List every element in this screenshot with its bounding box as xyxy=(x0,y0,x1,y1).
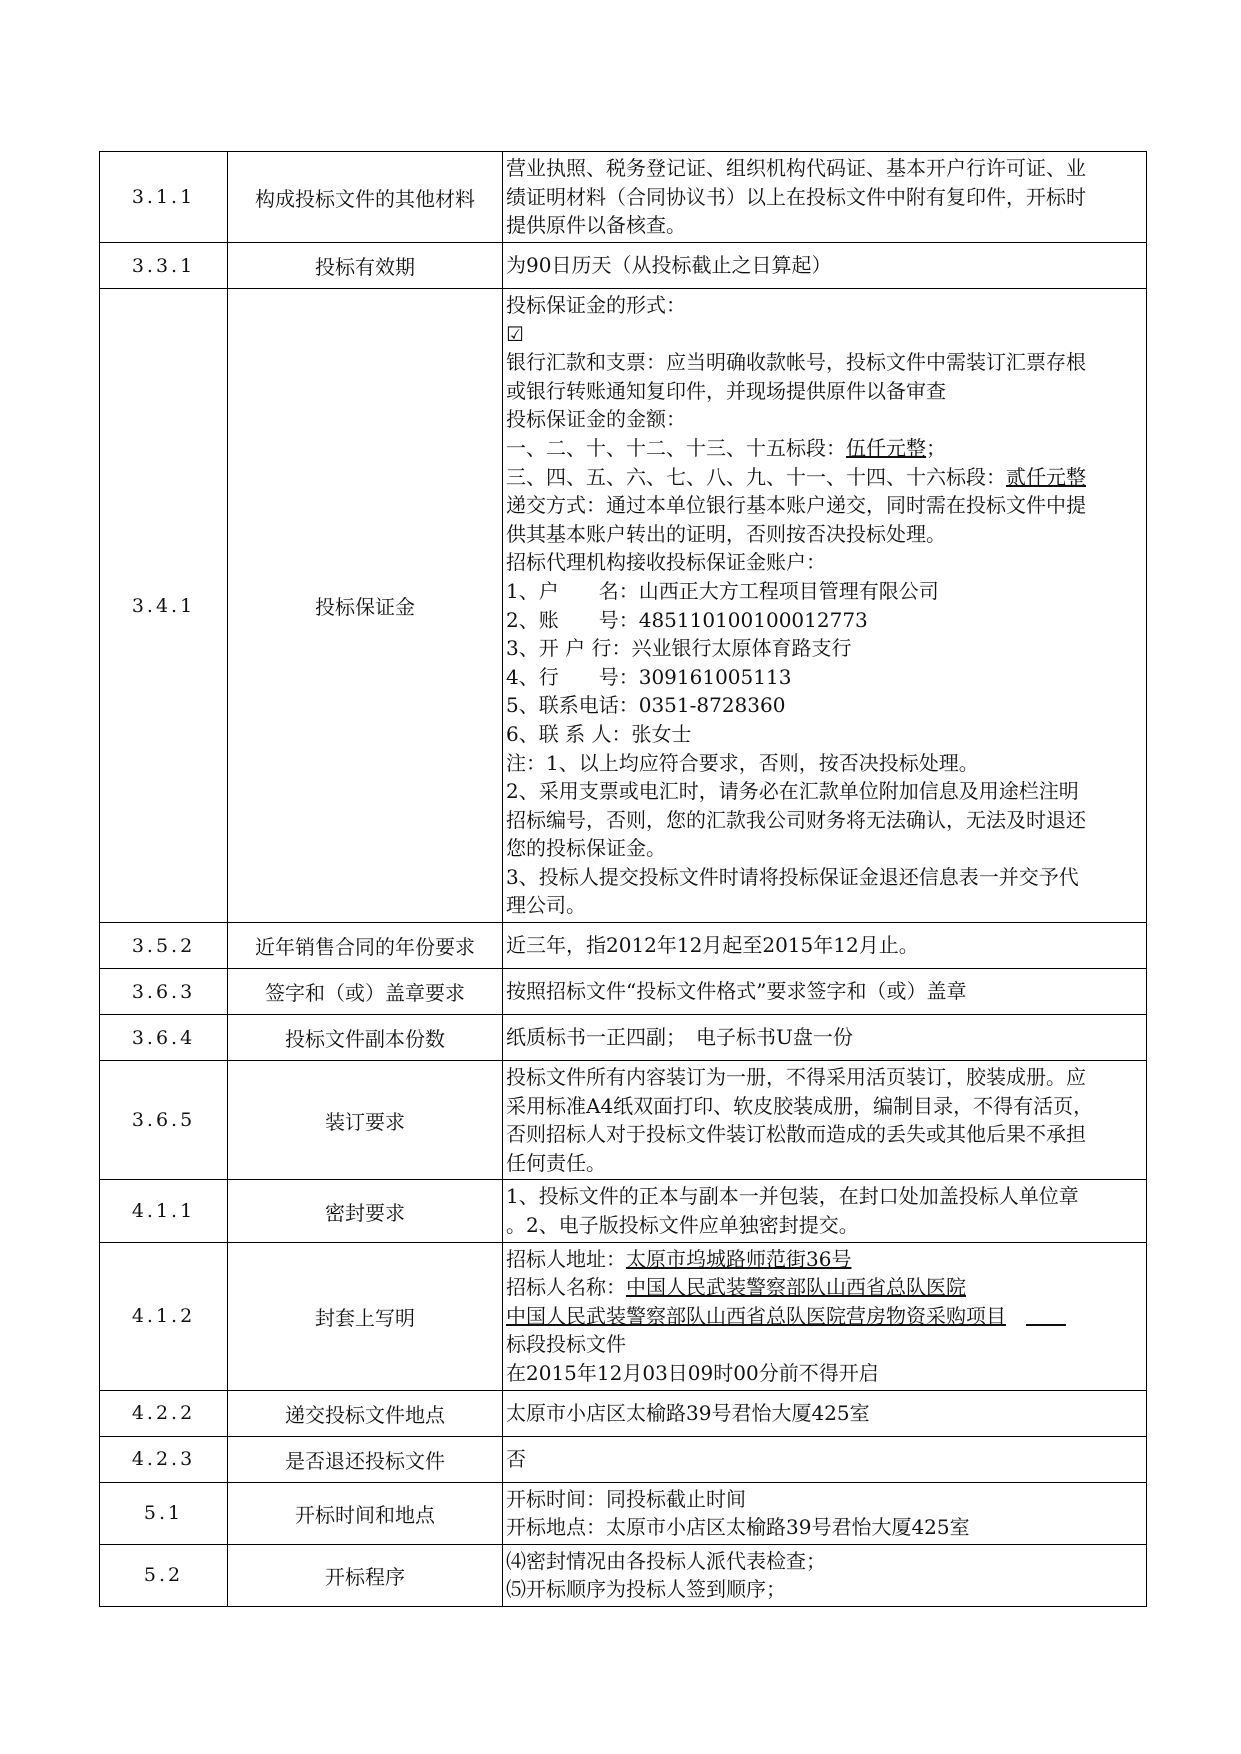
clause-item: 投标有效期 xyxy=(228,243,503,289)
content-text: 近三年，指2012年12月起至2015年12月止。 xyxy=(506,933,919,958)
content-text: 投标保证金的形式： xyxy=(506,293,686,317)
content-line xyxy=(506,1211,1140,1240)
clause-number: 3.1.1 xyxy=(100,152,228,243)
clause-number: 5.2 xyxy=(100,1544,228,1606)
content-line xyxy=(506,377,1140,406)
clause-item: 近年销售合同的年份要求 xyxy=(228,923,503,969)
content-line xyxy=(506,863,1140,892)
content-text: 一、二、十、十二、十三、十五标段： xyxy=(506,435,846,460)
content-line xyxy=(506,1302,1140,1331)
content-line xyxy=(506,291,1140,320)
clause-number: 3.6.3 xyxy=(100,969,228,1015)
content-text: 或银行转账通知复印件，并现场提供原件以备审查 xyxy=(506,378,946,403)
content-text: 纸质标书一正四副； 电子标书U盘一份 xyxy=(506,1025,853,1050)
content-text: 否 xyxy=(506,1446,526,1471)
clause-content xyxy=(503,1436,1147,1482)
table-row xyxy=(100,1482,1147,1544)
content-text: 否则招标人对于投标文件装订松散而造成的丢失或其他后果不承担 xyxy=(506,1122,1086,1147)
clause-content xyxy=(503,1390,1147,1436)
content-line xyxy=(506,1120,1140,1149)
content-line xyxy=(506,720,1140,749)
clause-content xyxy=(503,923,1147,969)
table-row xyxy=(100,152,1147,243)
content-text: 投标保证金的金额： xyxy=(506,407,686,432)
clause-item: 密封要求 xyxy=(228,1180,503,1242)
content-line xyxy=(506,663,1140,692)
clause-content xyxy=(503,1242,1147,1390)
content-line xyxy=(506,977,1140,1006)
underlined-text: 伍仟元整 xyxy=(846,435,926,460)
content-text: ； xyxy=(926,435,946,460)
content-line xyxy=(506,1273,1140,1302)
content-text: 招标代理机构接收投标保证金账户： xyxy=(506,550,826,575)
clause-content xyxy=(503,152,1147,243)
table-row xyxy=(100,1242,1147,1390)
content-line xyxy=(506,154,1140,183)
content-text: 1、投标文件的正本与副本一并包装，在封口处加盖投标人单位章 xyxy=(506,1184,1079,1209)
content-line xyxy=(506,777,1140,806)
clause-content xyxy=(503,969,1147,1015)
clause-item: 是否退还投标文件 xyxy=(228,1436,503,1482)
content-line xyxy=(506,931,1140,960)
table-row xyxy=(100,969,1147,1015)
clause-item: 开标程序 xyxy=(228,1544,503,1606)
content-text: 任何责任。 xyxy=(506,1150,606,1175)
clause-content xyxy=(503,1180,1147,1242)
content-text: 标段投标文件 xyxy=(506,1332,626,1357)
content-line xyxy=(506,891,1140,920)
clause-item: 投标保证金 xyxy=(228,289,503,923)
content-text: 3、开 户 行：兴业银行太原体育路支行 xyxy=(506,636,852,661)
clause-number: 3.4.1 xyxy=(100,289,228,923)
table-row xyxy=(100,1436,1147,1482)
clause-number: 3.5.2 xyxy=(100,923,228,969)
content-text: 6、联 系 人：张女士 xyxy=(506,721,692,746)
clause-number: 3.6.4 xyxy=(100,1015,228,1061)
clause-content xyxy=(503,1061,1147,1180)
clause-number: 3.6.5 xyxy=(100,1061,228,1180)
content-line xyxy=(506,806,1140,835)
table-row xyxy=(100,923,1147,969)
clause-item: 递交投标文件地点 xyxy=(228,1390,503,1436)
table-row xyxy=(100,243,1147,289)
clause-number: 4.1.1 xyxy=(100,1180,228,1242)
content-text: 您的投标保证金。 xyxy=(506,836,666,861)
clause-number: 4.2.3 xyxy=(100,1436,228,1482)
content-text: 1、户 名：山西正大方工程项目管理有限公司 xyxy=(506,578,939,603)
content-line xyxy=(506,520,1140,549)
content-text: 招标编号，否则，您的汇款我公司财务将无法确认，无法及时退还 xyxy=(506,807,1086,832)
content-text: 采用标准A4纸双面打印、软皮胶装成册，编制目录，不得有活页， xyxy=(506,1093,1094,1118)
content-line xyxy=(506,211,1140,240)
underlined-text: 中国人民武装警察部队山西省总队医院 xyxy=(626,1275,966,1300)
checkbox-checked-icon: ☑ xyxy=(506,321,524,346)
content-text: 5、联系电话：0351-8728360 xyxy=(506,693,786,718)
content-text: 2、账 号：485110100100012773 xyxy=(506,607,868,632)
content-line xyxy=(506,548,1140,577)
content-line xyxy=(506,463,1140,492)
content-line xyxy=(506,1359,1140,1388)
content-line xyxy=(506,251,1140,280)
content-text: ⑷密封情况由各投标人派代表检查； xyxy=(506,1548,826,1573)
table-row xyxy=(100,1180,1147,1242)
clause-item: 投标文件副本份数 xyxy=(228,1015,503,1061)
content-line xyxy=(506,834,1140,863)
content-line xyxy=(506,1245,1140,1274)
clause-number: 3.3.1 xyxy=(100,243,228,289)
clause-content xyxy=(503,1544,1147,1606)
content-line xyxy=(506,606,1140,635)
clause-content xyxy=(503,1482,1147,1544)
bid-data-table xyxy=(99,151,1147,1607)
content-text: 太原市小店区太榆路39号君怡大厦425室 xyxy=(506,1400,870,1425)
underlined-text: 中国人民武装警察部队山西省总队医院营房物资采购项目 xyxy=(506,1303,1006,1328)
clause-number: 4.2.2 xyxy=(100,1390,228,1436)
content-text: 提供原件以备核查。 xyxy=(506,213,686,238)
content-line xyxy=(506,1092,1140,1121)
content-text: 银行汇款和支票：应当明确收款帐号，投标文件中需装订汇票存根 xyxy=(506,350,1086,375)
content-line xyxy=(506,1513,1140,1542)
content-text: 供其基本账户转出的证明，否则按否决投标处理。 xyxy=(506,521,946,546)
content-text: 三、四、五、六、七、八、九、十一、十四、十六标段： xyxy=(506,464,1006,489)
table-row xyxy=(100,289,1147,923)
content-text: 开标地点：太原市小店区太榆路39号君怡大厦425室 xyxy=(506,1515,970,1540)
underlined-text: 太原市坞城路师范街36号 xyxy=(626,1246,852,1271)
content-line xyxy=(506,1445,1140,1474)
content-line xyxy=(506,1063,1140,1092)
content-text: 绩证明材料（合同协议书）以上在投标文件中附有复印件，开标时 xyxy=(506,184,1086,209)
table-row xyxy=(100,1544,1147,1606)
content-text: 理公司。 xyxy=(506,893,586,918)
content-text: 按照招标文件“投标文件格式”要求签字和（或）盖章 xyxy=(506,979,967,1004)
content-line xyxy=(506,434,1140,463)
content-line xyxy=(506,691,1140,720)
content-line xyxy=(506,577,1140,606)
content-text: 注：1、以上均应符合要求，否则，按否决投标处理。 xyxy=(506,750,979,775)
content-line xyxy=(506,1330,1140,1359)
table-row xyxy=(100,1390,1147,1436)
underlined-text xyxy=(1026,1304,1066,1328)
content-line xyxy=(506,320,1140,349)
table-row xyxy=(100,1061,1147,1180)
content-line xyxy=(506,749,1140,778)
underlined-text: 贰仟元整 xyxy=(1006,464,1086,489)
content-line xyxy=(506,348,1140,377)
content-line xyxy=(506,634,1140,663)
content-text: ⑸开标顺序为投标人签到顺序； xyxy=(506,1577,786,1602)
content-line xyxy=(506,1399,1140,1428)
clause-item: 封套上写明 xyxy=(228,1242,503,1390)
content-text: 。2、电子版投标文件应单独密封提交。 xyxy=(506,1213,859,1238)
clause-content xyxy=(503,1015,1147,1061)
content-text: 4、行 号：309161005113 xyxy=(506,664,792,689)
content-text: 为90日历天（从投标截止之日算起） xyxy=(506,253,832,278)
content-line xyxy=(506,183,1140,212)
content-line xyxy=(506,405,1140,434)
clause-number: 4.1.2 xyxy=(100,1242,228,1390)
table-row xyxy=(100,1015,1147,1061)
clause-item: 签字和（或）盖章要求 xyxy=(228,969,503,1015)
clause-item: 装订要求 xyxy=(228,1061,503,1180)
content-line xyxy=(506,491,1140,520)
clause-item: 开标时间和地点 xyxy=(228,1482,503,1544)
table-body xyxy=(100,152,1147,1607)
content-text: 招标人地址： xyxy=(506,1246,626,1271)
content-text: 开标时间：同投标截止时间 xyxy=(506,1486,746,1511)
content-text: 3、投标人提交投标文件时请将投标保证金退还信息表一并交予代 xyxy=(506,864,1079,889)
content-text: 投标文件所有内容装订为一册，不得采用活页装订，胶装成册。应 xyxy=(506,1065,1086,1090)
content-text: 递交方式：通过本单位银行基本账户递交，同时需在投标文件中提 xyxy=(506,493,1086,518)
content-line xyxy=(506,1023,1140,1052)
content-text: 营业执照、税务登记证、组织机构代码证、基本开户行许可证、业 xyxy=(506,156,1086,181)
content-text: 在2015年12月03日09时00分前不得开启 xyxy=(506,1361,879,1386)
content-line xyxy=(506,1182,1140,1211)
content-text: 2、采用支票或电汇时，请务必在汇款单位附加信息及用途栏注明 xyxy=(506,779,1079,804)
clause-item: 构成投标文件的其他材料 xyxy=(228,152,503,243)
content-line xyxy=(506,1485,1140,1514)
clause-content xyxy=(503,243,1147,289)
content-line xyxy=(506,1149,1140,1178)
content-text: 招标人名称： xyxy=(506,1275,626,1300)
clause-content xyxy=(503,289,1147,923)
content-line xyxy=(506,1547,1140,1576)
clause-number: 5.1 xyxy=(100,1482,228,1544)
content-text xyxy=(1006,1304,1026,1328)
content-line xyxy=(506,1575,1140,1604)
